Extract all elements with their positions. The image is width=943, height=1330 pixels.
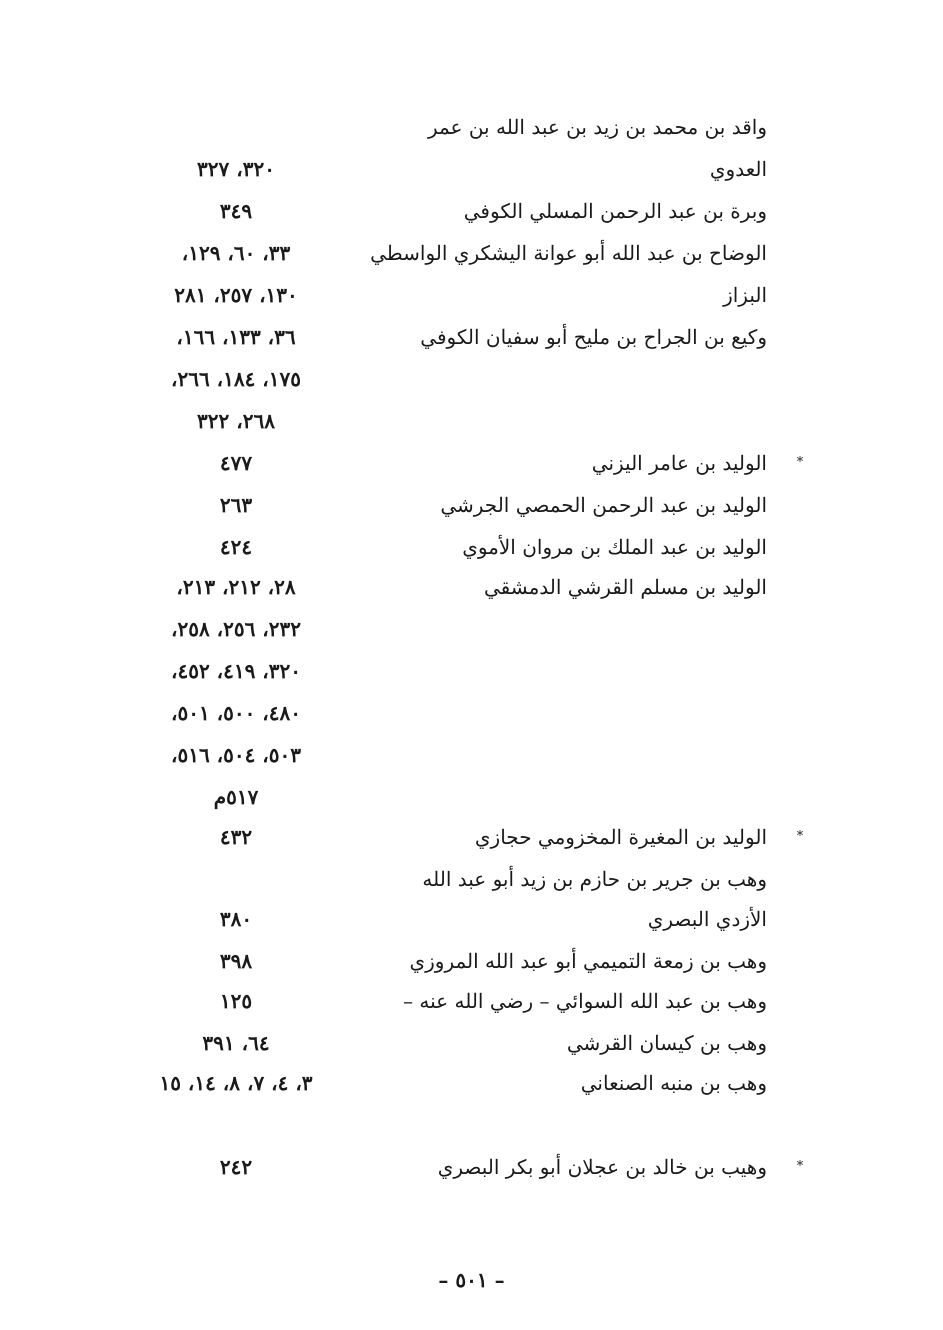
index-entry bbox=[0, 650, 943, 692]
section-star-marker bbox=[793, 400, 807, 442]
entry-name bbox=[337, 776, 767, 818]
index-entry bbox=[0, 484, 943, 526]
entry-pages: ٣٨٠ bbox=[219, 907, 253, 931]
section-star-marker: * bbox=[796, 1159, 804, 1174]
index-entry bbox=[0, 1146, 943, 1188]
section-star-marker bbox=[793, 148, 807, 190]
entry-name: وهب بن زمعة التميمي أبو عبد الله المروزي bbox=[409, 949, 767, 973]
entry-pages: ٢٦٨، ٣٢٢ bbox=[197, 409, 275, 433]
entry-pages: ١٣٠، ٢٥٧، ٢٨١ bbox=[174, 283, 298, 307]
entry-pages: ٢٤٢ bbox=[219, 1155, 253, 1179]
entry-pages: ٣٦، ١٣٣، ١٦٦، bbox=[176, 325, 296, 349]
entry-pages: ٣٤٩ bbox=[219, 199, 253, 223]
entry-name: وهب بن كيسان القرشي bbox=[566, 1031, 767, 1055]
section-star-marker bbox=[793, 776, 807, 818]
section-star-marker bbox=[793, 484, 807, 526]
index-entry bbox=[0, 1022, 943, 1064]
section-star-marker bbox=[793, 526, 807, 568]
section-star-marker bbox=[793, 734, 807, 776]
index-entry bbox=[0, 358, 943, 400]
section-star-marker bbox=[793, 274, 807, 316]
entry-pages: ٤٨٠، ٥٠٠، ٥٠١، bbox=[170, 701, 301, 725]
index-entry bbox=[0, 106, 943, 148]
index-entry bbox=[0, 526, 943, 568]
section-star-marker bbox=[793, 1062, 807, 1104]
section-star-marker bbox=[793, 940, 807, 982]
index-entry bbox=[0, 776, 943, 818]
section-star-marker bbox=[793, 106, 807, 148]
index-entry bbox=[0, 400, 943, 442]
entry-name: واقد بن محمد بن زيد بن عبد الله بن عمر bbox=[427, 115, 767, 139]
entry-pages: ٣، ٤، ٧، ٨، ١٤، ١٥ bbox=[159, 1071, 313, 1095]
index-entry bbox=[0, 898, 943, 940]
entry-pages: ٣٣، ٦٠، ١٢٩، bbox=[181, 241, 291, 265]
section-star-marker bbox=[793, 980, 807, 1022]
section-star-marker bbox=[793, 358, 807, 400]
section-star-marker bbox=[793, 650, 807, 692]
index-entry bbox=[0, 608, 943, 650]
entry-pages: ٢٦٣ bbox=[219, 493, 253, 517]
entry-pages: ٤٧٧ bbox=[219, 451, 253, 475]
section-star-marker bbox=[793, 1022, 807, 1064]
entry-name: وهب بن جرير بن حازم بن زيد أبو عبد الله bbox=[422, 867, 767, 891]
section-star-marker bbox=[793, 316, 807, 358]
entry-pages: ٣٢٠، ٣٢٧ bbox=[197, 157, 275, 181]
entry-pages bbox=[141, 106, 331, 148]
entry-name: الوليد بن عبد الملك بن مروان الأموي bbox=[462, 535, 767, 559]
index-entry bbox=[0, 232, 943, 274]
section-star-marker bbox=[793, 190, 807, 232]
index-entry bbox=[0, 274, 943, 316]
entry-name: الأزدي البصري bbox=[647, 907, 767, 931]
section-star-marker bbox=[793, 858, 807, 900]
entry-name bbox=[337, 692, 767, 734]
entry-name: البزاز bbox=[723, 283, 767, 307]
entry-pages: ٣٢٠، ٤١٩، ٤٥٢، bbox=[170, 659, 301, 683]
section-star-marker: * bbox=[796, 455, 804, 470]
entry-name: الوليد بن عبد الرحمن الحمصي الجرشي bbox=[440, 493, 767, 517]
entry-name: وبرة بن عبد الرحمن المسلي الكوفي bbox=[463, 199, 767, 223]
entry-pages: ٢٣٢، ٢٥٦، ٢٥٨، bbox=[170, 617, 301, 641]
entry-pages: ١٢٥ bbox=[219, 989, 253, 1013]
index-entry bbox=[0, 816, 943, 858]
entry-pages: ٦٤، ٣٩١ bbox=[202, 1031, 270, 1055]
entry-name: وهب بن عبد الله السوائي – رضي الله عنه – bbox=[403, 989, 767, 1013]
entry-name: الوليد بن مسلم القرشي الدمشقي bbox=[483, 575, 767, 599]
entry-name: وهب بن منبه الصنعاني bbox=[580, 1071, 767, 1095]
entry-name: الوضاح بن عبد الله أبو عوانة اليشكري الواسطي bbox=[370, 241, 767, 265]
section-star-marker bbox=[793, 898, 807, 940]
entry-name bbox=[337, 734, 767, 776]
page-number: – ٥٠١ – bbox=[438, 1268, 505, 1292]
entry-pages: ١٧٥، ١٨٤، ٢٦٦، bbox=[170, 367, 301, 391]
index-entry bbox=[0, 692, 943, 734]
section-star-marker bbox=[793, 608, 807, 650]
index-entry bbox=[0, 566, 943, 608]
section-star-marker bbox=[793, 232, 807, 274]
entry-name: العدوي bbox=[709, 157, 767, 181]
entry-pages: ٣٩٨ bbox=[219, 949, 253, 973]
entry-name: الوليد بن المغيرة المخزومي حجازي bbox=[474, 825, 767, 849]
entry-name bbox=[337, 400, 767, 442]
index-entry bbox=[0, 316, 943, 358]
entry-pages: ٥١٧م bbox=[213, 785, 259, 809]
index-entry bbox=[0, 940, 943, 982]
index-entry bbox=[0, 858, 943, 900]
section-star-marker bbox=[793, 692, 807, 734]
index-entry bbox=[0, 190, 943, 232]
entry-name: وكيع بن الجراح بن مليح أبو سفيان الكوفي bbox=[420, 325, 767, 349]
entry-name bbox=[337, 650, 767, 692]
index-entry bbox=[0, 1062, 943, 1104]
entry-pages: ٥٠٣، ٥٠٤، ٥١٦، bbox=[170, 743, 301, 767]
index-entry bbox=[0, 734, 943, 776]
index-entry bbox=[0, 442, 943, 484]
entry-name bbox=[337, 358, 767, 400]
entry-name bbox=[337, 608, 767, 650]
entry-pages: ٢٨، ٢١٢، ٢١٣، bbox=[176, 575, 296, 599]
entry-pages: ٤٢٤ bbox=[219, 535, 253, 559]
entry-pages: ٤٣٢ bbox=[219, 825, 253, 849]
section-star-marker bbox=[793, 566, 807, 608]
section-star-marker: * bbox=[796, 829, 804, 844]
index-entry bbox=[0, 980, 943, 1022]
index-entry bbox=[0, 148, 943, 190]
entry-pages bbox=[141, 858, 331, 900]
entry-name: وهيب بن خالد بن عجلان أبو بكر البصري bbox=[437, 1155, 767, 1179]
entry-name: الوليد بن عامر اليزني bbox=[591, 451, 767, 475]
